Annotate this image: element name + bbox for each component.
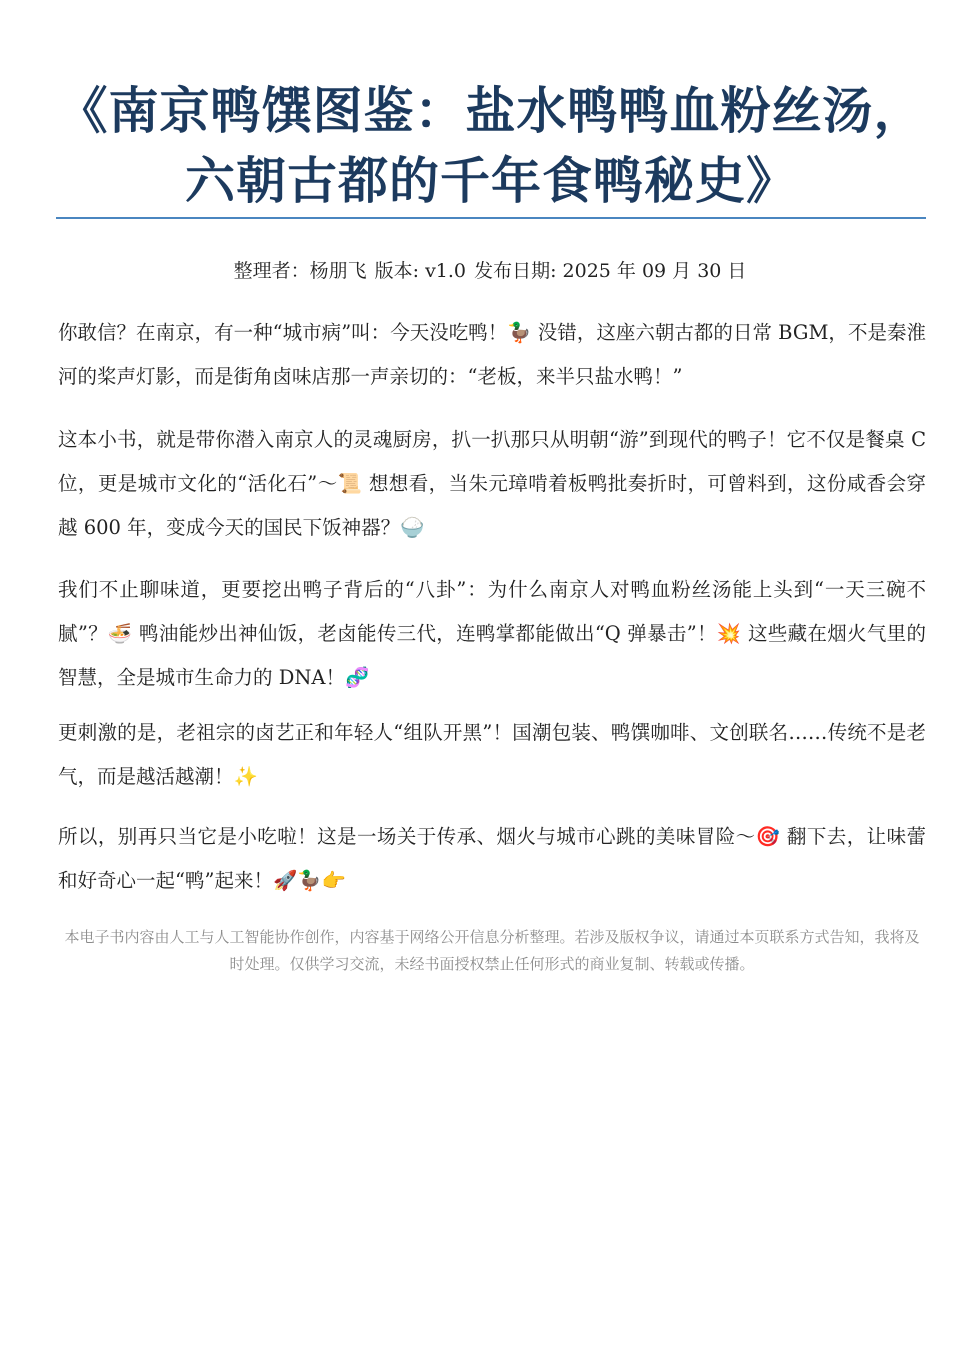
document-title: 《南京鸭馔图鉴：盐水鸭鸭血粉丝汤，六朝古都的千年食鸭秘史》: [57, 82, 925, 210]
intro-paragraph-1: 你敢信？在南京，有一种“城市病”叫：今天没吃鸭！🦆 没错，这座六朝古都的日常 BGM，不是秦淮河的桨声灯影，而是街角卤味店那一声亲切的：“老板，来半只盐水鸭！”: [58, 321, 926, 388]
publish-date-label: 发布日期: 2025 年 09 月 30 日: [474, 260, 747, 282]
document-meta: [56, 257, 926, 285]
intro-paragraph-3: 我们不止聊味道，更要挖出鸭子背后的“八卦”：为什么南京人对鸭血粉丝汤能上头到“一天三碗不腻”？🍜 鸭油能炒出神仙饭，老卤能传三代，连鸭掌都能做出“Q 弹暴击”！💥 这些藏在烟火气里的智慧，全是城市生命力的 DNA！🧬: [58, 578, 926, 689]
editor-label: 整理者：杨朋飞: [233, 260, 367, 282]
intro-paragraph-5: 所以，别再只当它是小吃啦！这是一场关于传承、烟火与城市心跳的美味冒险～🎯 翻下去，让味蕾和好奇心一起“鸭”起来！🚀🦆👉: [58, 825, 926, 892]
intro-paragraph-2: 这本小书，就是带你潜入南京人的灵魂厨房，扒一扒那只从明朝“游”到现代的鸭子！它不仅是餐桌 C 位，更是城市文化的“活化石”～📜 想想看，当朱元璋啃着板鸭批奏折时，可曾料到，这份咸香会穿越 600 年，变成今天的国民下饭神器？🍚: [58, 428, 926, 539]
title-divider: [56, 217, 926, 219]
intro-paragraph-4: 更刺激的是，老祖宗的卤艺正和年轻人“组队开黑”！国潮包装、鸭馔咖啡、文创联名……传统不是老气，而是越活越潮！✨: [58, 721, 926, 788]
copyright-notice: 本电子书内容由人工与人工智能协作创作，内容基于网络公开信息分析整理。若涉及版权争议，请通过本页联系方式告知，我将及时处理。仅供学习交流，未经书面授权禁止任何形式的商业复制、转载或传播。: [64, 928, 920, 973]
version-label: 版本: v1.0: [374, 260, 467, 282]
